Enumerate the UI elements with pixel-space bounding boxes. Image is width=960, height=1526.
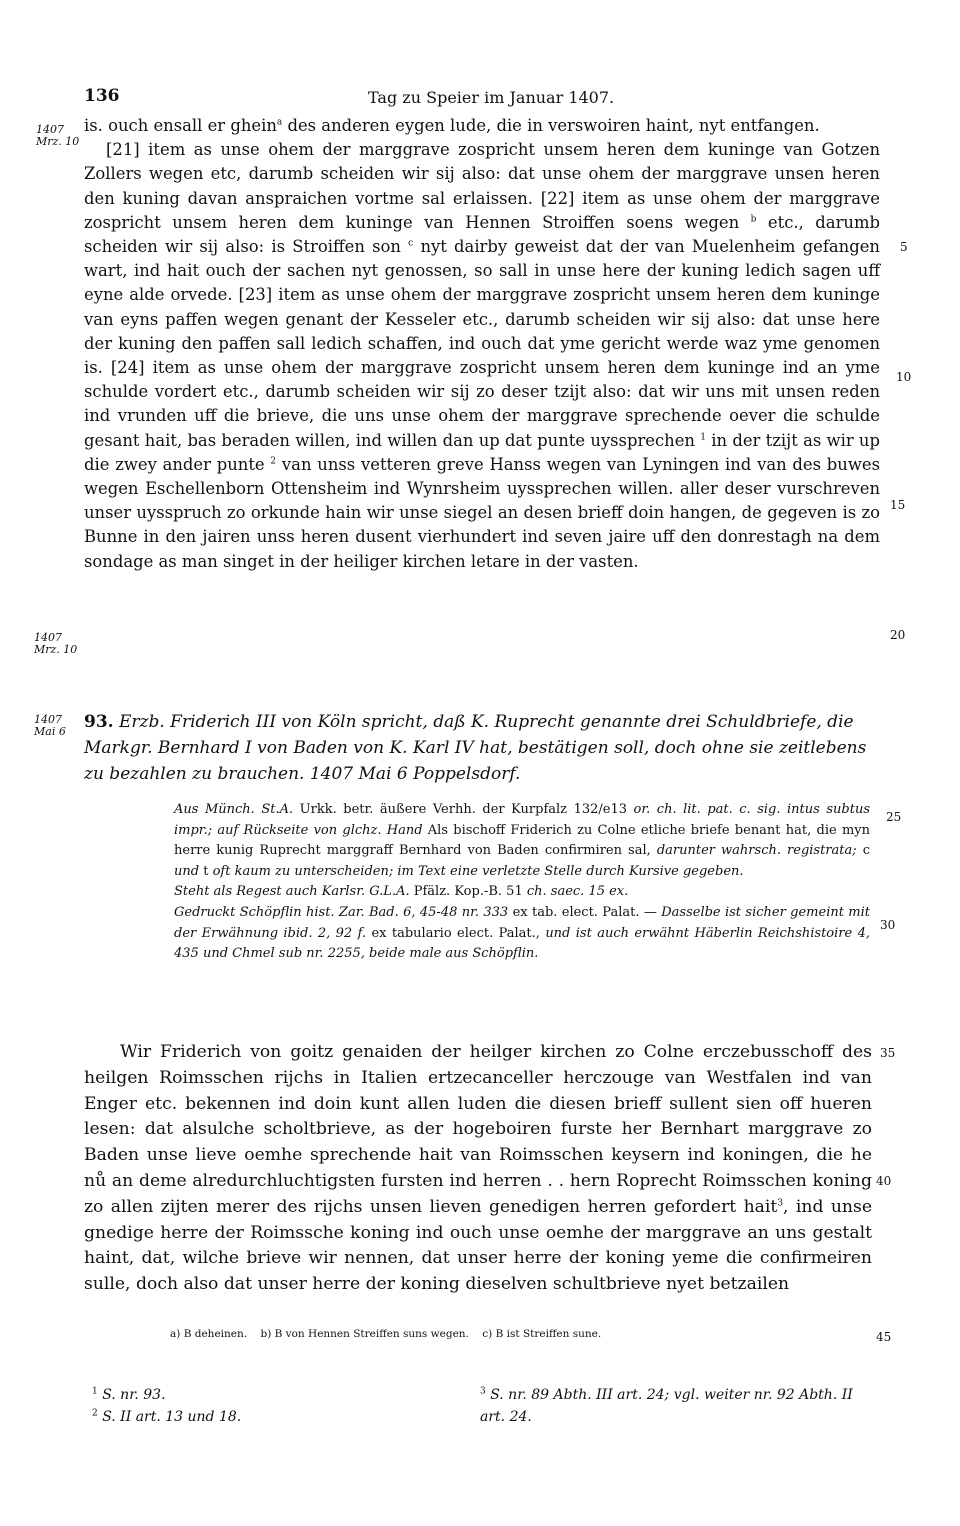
footnote-number: 3 xyxy=(480,1386,486,1397)
line-number: 40 xyxy=(876,1174,892,1188)
text-fragment: Dasselbe ist sicher gemeint mit der Erwähnung ibid. 2, 92 f. xyxy=(174,904,871,941)
text-fragment: Steht als Regest auch Karlsr. G.L.A. xyxy=(174,884,410,900)
document-title: Erzb. Friderich III von Köln spricht, daß K. Ruprecht genannte drei Schuldbriefe, die Markgr. Bernhard I von Baden von K. Karl IV hat, bestätigen soll, doch ohne sie zeitlebens zu bezahlen zu brauchen. 1407 Mai 6 Poppelsdorf. xyxy=(84,712,867,784)
text-fragment: [21] item as unse ohem der marggrave zospricht unsem heren dem kuninge van Gotzen Zollers wegen etc, darumb scheiden wir sij also: dat unse ohem der marggrave unsen heren den kuning davan anspraichen vortme sal erlaissen. [22] item as unse ohem der marggrave zospricht unsem heren dem kuninge van Hennen Stroiffen soens wegen xyxy=(84,140,880,232)
margin-date-3 xyxy=(34,714,66,738)
text-fragment: aller deser vurschreven unser uysspruch zo orkunde hain wir unse siegel an desen brieff doin hangen, de gegeven is zo Bunne in den jairen unss heren dusent vierhundert ind seven jaire uff den donrestagh na dem sondage as man singet in der heiliger kirchen letare in der vasten. xyxy=(84,479,881,571)
apparatus-note-a: a) B deheinen. xyxy=(170,1328,248,1340)
line-number: 25 xyxy=(886,810,902,824)
footnote-text: S. nr. 89 Abth. III art. 24; vgl. weiter nr. 92 Abth. II art. 24. xyxy=(480,1387,853,1425)
line-number: 30 xyxy=(880,918,896,932)
line-number: 45 xyxy=(876,1330,892,1344)
main-document-text xyxy=(84,1040,872,1298)
margin-date-3-day: Mai 6 xyxy=(34,725,66,738)
page-number: 136 xyxy=(84,86,120,106)
upper-body-text xyxy=(84,114,880,574)
footnote-2 xyxy=(92,1406,241,1428)
apparatus-note-c: c) B ist Streiffen sune. xyxy=(482,1328,602,1340)
apparatus-mark: a xyxy=(276,117,283,128)
apparatus-mark: c xyxy=(408,238,414,249)
text-fragment: und ist auch erwähnt Häberlin Reichshistoire 4, 435 und Chmel sub nr. 2255, beide male aus Schöpflin. xyxy=(174,925,870,962)
apparatus-mark: b xyxy=(750,214,757,225)
document-number: 93. xyxy=(84,712,114,732)
line-number: 20 xyxy=(890,628,906,642)
footnote-mark: 1 xyxy=(700,432,706,443)
text-fragment: oft kaum zu unterscheiden; im Text eine verletzte Stelle durch Kursive gegeben. xyxy=(212,863,744,879)
text-fragment: darunter wahrsch. registrata; xyxy=(656,843,857,859)
text-fragment: Gedruckt Schöpflin hist. Zar. Bad. 6, 45-48 nr. 333 xyxy=(174,904,509,920)
text-fragment: , ind unse gnedige herre der Roimssche koning ind ouch unse oemhe der marggrave an uns gestalt haint, dat, wilche brieve wir nennen, dat unser herre der koning yeme die confirmeiren sulle, doch also dat unser herre der koning dieselven schultbrieve nyet betzailen xyxy=(84,1196,872,1295)
margin-date-2-day: Mrz. 10 xyxy=(34,643,78,656)
footnote-1 xyxy=(92,1384,241,1406)
margin-date-1-year: 1407 xyxy=(36,123,64,136)
footnote-mark: 3 xyxy=(777,1198,784,1209)
margin-date-1-day: Mrz. 10 xyxy=(36,135,80,148)
text-fragment: ouch ensall er ghein xyxy=(108,116,277,135)
text-paragraph xyxy=(84,1040,872,1298)
text-fragment: ch. saec. 15 ex. xyxy=(526,884,629,900)
margin-date-2 xyxy=(34,632,77,656)
footnote-text: S. nr. 93. xyxy=(102,1387,166,1403)
footnote-mark: 2 xyxy=(270,456,277,467)
text-fragment: Wir Friderich von goitz genaiden der heilger kirchen zo Colne erczebusschoff des heilgen Roimsschen rijchs in Italien ertzecanceller herczouge van Westfalen ind van Enger etc. bekennen ind doin kunt allen luden die diesen brieff sullent sien off hueren lesen: dat alsulche scholtbrieve, as der hogeboiren furste her Bernhart marggrave zo Baden unse lieve oemhe sprechende hait van Roimsschen keysern ind koningen, die he nů an deme alredurchluchtigsten fursten ind herren . . hern Roprecht Roimsschen koning zo allen zijten merer des rijchs unsen lieven genedigen herren gefordert hait xyxy=(84,1042,872,1217)
source-paragraph xyxy=(174,903,870,965)
margin-date-2-year: 1407 xyxy=(34,631,62,644)
text-fragment: is. xyxy=(84,116,103,135)
text-line-1 xyxy=(84,114,880,138)
page-header xyxy=(0,86,960,110)
text-fragment: in der tzijt as wir up die zwey ander punte xyxy=(84,430,880,474)
source-paragraph xyxy=(174,882,870,903)
document-heading xyxy=(84,709,880,787)
text-fragment: Urkk. betr. äußere Verhh. der Kurpfalz 132/e13 xyxy=(299,802,627,817)
line-number: 15 xyxy=(890,498,906,512)
line-number: 5 xyxy=(900,240,908,254)
line-number: 35 xyxy=(880,1046,896,1060)
text-fragment: Aus Münch. St.A. xyxy=(174,802,294,817)
footnotes-right xyxy=(480,1384,880,1428)
footnote-number: 2 xyxy=(92,1408,98,1419)
text-fragment: des anderen eygen lude, die in verswoiren haint, nyt entfangen. xyxy=(287,116,820,135)
critical-apparatus xyxy=(170,1328,601,1340)
text-fragment: or. ch. lit. pat. c. sig. intus subtus impr.; auf Rückseite von glchz. Hand xyxy=(174,802,870,838)
text-paragraph xyxy=(84,138,880,574)
footnote-text: S. II art. 13 und 18. xyxy=(102,1409,242,1425)
line-number: 10 xyxy=(896,370,912,384)
text-fragment: van unss vetteren greve Hanss wegen van Lyningen ind van des buwes wegen Eschellenborn Ottensheim ind Wynrsheim uyssprechen willen. xyxy=(84,454,880,499)
apparatus-note-b: b) B von Hennen Streiffen suns wegen. xyxy=(260,1328,469,1340)
footnotes-left xyxy=(92,1384,241,1428)
source-description xyxy=(174,800,870,965)
text-fragment: und xyxy=(174,863,200,879)
text-fragment: ex tabulario elect. Palat., xyxy=(371,925,540,941)
text-fragment: t xyxy=(203,863,209,879)
text-fragment: ex tab. elect. Palat. — xyxy=(512,904,657,920)
margin-date-1 xyxy=(36,124,79,148)
text-fragment: nyt dairby geweist dat der van Muelenheim gefangen wart, ind hait ouch der sachen nyt genossen, so sall in unse here der kuning ledich sagen uff eyne alde orvede. [23] item as unse ohem der marggrave zospricht unsem heren dem kuninge van eyns paffen wegen genant der Kesseler etc., darumb scheiden wir sij also: dat unse here der kuning den paffen sall ledich schaffen, ind ouch dat yme gericht werde waz yme genomen is. [24] item as unse ohem der marggrave zospricht unsem heren dem kuninge ind an yme schulde vordert etc., darumb scheiden wir sij zo deser tzijt also: dat wir uns mit unsen reden ind vrunden uff die brieve, die uns unse ohem der marggrave sprechende oever die schulde gesant hait, bas beraden willen, ind willen dan up dat punte uyssprechen xyxy=(84,237,880,450)
text-fragment: etc., darumb scheiden wir sij also: is Stroiffen son xyxy=(84,212,880,257)
source-paragraph xyxy=(174,800,870,882)
text-fragment: Pfälz. Kop.-B. 51 xyxy=(413,884,523,900)
text-fragment: c xyxy=(862,843,870,859)
footnote-3 xyxy=(480,1384,880,1428)
text-fragment: Als bischoff Friderich zu Colne etliche briefe benant hat, die myn herre kunig Ruprecht marggraff Bernhard von Baden confirmiren sal, xyxy=(174,822,870,859)
running-title: Tag zu Speier im Januar 1407. xyxy=(368,88,615,107)
margin-date-3-year: 1407 xyxy=(34,713,62,726)
footnote-number: 1 xyxy=(92,1386,98,1397)
